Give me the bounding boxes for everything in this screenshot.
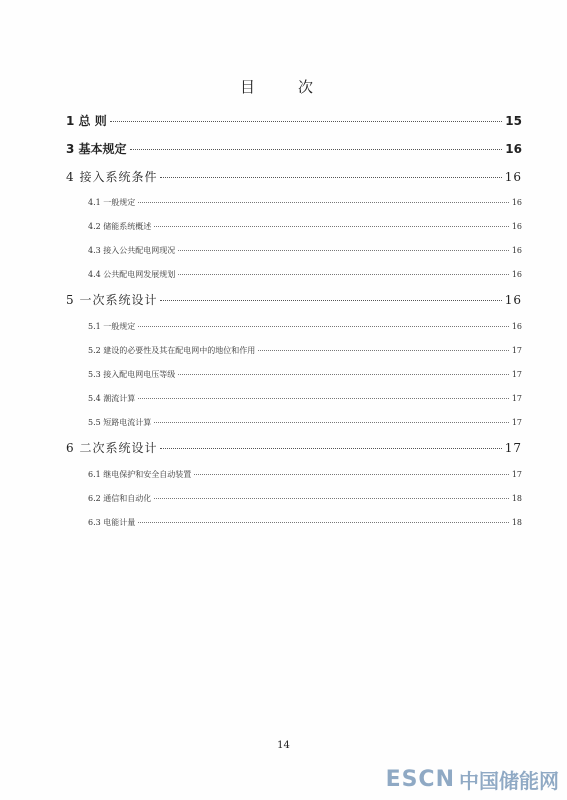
toc-entry-label: 5.5 短路电流计算 bbox=[88, 418, 152, 427]
dot-leader bbox=[160, 177, 501, 178]
toc-entry-label: 5.3 接入配电网电压等级 bbox=[88, 370, 176, 379]
toc-entry-page: 18 bbox=[511, 494, 522, 503]
toc-entry-5-5[interactable] bbox=[88, 417, 522, 428]
toc-entry-4[interactable] bbox=[66, 168, 522, 185]
toc-entry-page: 16 bbox=[504, 170, 522, 184]
dot-leader bbox=[154, 422, 509, 423]
toc-entry-page: 17 bbox=[511, 418, 522, 427]
toc-entry-page: 16 bbox=[511, 246, 522, 255]
toc-entry-page: 16 bbox=[511, 322, 522, 331]
dot-leader bbox=[130, 149, 503, 150]
toc-entry-3[interactable] bbox=[66, 140, 522, 157]
toc-entry-page: 17 bbox=[511, 394, 522, 403]
dot-leader bbox=[154, 498, 509, 499]
toc-entry-4-1[interactable] bbox=[88, 197, 522, 208]
toc-entry-6-2[interactable] bbox=[88, 493, 522, 504]
watermark-chinese: 中国储能网 bbox=[459, 769, 559, 793]
toc-entry-page: 18 bbox=[511, 518, 522, 527]
toc-entry-1[interactable] bbox=[66, 112, 522, 129]
toc-entry-6-1[interactable] bbox=[88, 469, 522, 480]
toc-entry-label: 4.2 储能系统概述 bbox=[88, 222, 152, 231]
dot-leader bbox=[110, 121, 503, 122]
toc-entry-4-3[interactable] bbox=[88, 245, 522, 256]
toc-entry-label: 5 一次系统设计 bbox=[66, 293, 158, 307]
toc-entry-5-3[interactable] bbox=[88, 369, 522, 380]
toc-entry-5[interactable] bbox=[66, 291, 522, 308]
toc-entry-page: 16 bbox=[511, 198, 522, 207]
toc-entry-4-2[interactable] bbox=[88, 221, 522, 232]
toc-entry-page: 17 bbox=[504, 441, 522, 455]
dot-leader bbox=[160, 300, 501, 301]
toc-entry-5-1[interactable] bbox=[88, 321, 522, 332]
toc-entry-label: 4.4 公共配电网发展规划 bbox=[88, 270, 176, 279]
toc-entry-page: 16 bbox=[511, 270, 522, 279]
toc-entry-label: 4 接入系统条件 bbox=[66, 170, 158, 184]
dot-leader bbox=[178, 274, 509, 275]
toc-entry-label: 6 二次系统设计 bbox=[66, 441, 158, 455]
watermark-latin: ESCN bbox=[385, 767, 455, 792]
dot-leader bbox=[258, 350, 509, 351]
toc-entry-6[interactable] bbox=[66, 439, 522, 456]
toc-entry-label: 3 基本规定 bbox=[66, 142, 127, 156]
toc-entry-label: 6.2 通信和自动化 bbox=[88, 494, 152, 503]
page-number: 14 bbox=[277, 740, 290, 751]
toc-entry-page: 17 bbox=[511, 470, 522, 479]
toc-entry-page: 17 bbox=[511, 370, 522, 379]
toc-entry-label: 5.2 建设的必要性及其在配电网中的地位和作用 bbox=[88, 346, 256, 355]
toc-entry-5-4[interactable] bbox=[88, 393, 522, 404]
dot-leader bbox=[178, 374, 509, 375]
dot-leader bbox=[160, 448, 501, 449]
toc-entry-label: 6.1 继电保护和安全自动装置 bbox=[88, 470, 192, 479]
toc-entry-4-4[interactable] bbox=[88, 269, 522, 280]
toc-entry-page: 16 bbox=[504, 293, 522, 307]
toc-entry-page: 16 bbox=[505, 142, 522, 156]
dot-leader bbox=[194, 474, 509, 475]
toc-entry-label: 4.3 接入公共配电网现况 bbox=[88, 246, 176, 255]
dot-leader bbox=[178, 250, 509, 251]
dot-leader bbox=[138, 202, 509, 203]
toc-entry-label: 5.1 一般规定 bbox=[88, 322, 136, 331]
toc-entry-label: 4.1 一般规定 bbox=[88, 198, 136, 207]
toc-entry-page: 16 bbox=[511, 222, 522, 231]
dot-leader bbox=[138, 326, 509, 327]
toc-entry-page: 17 bbox=[511, 346, 522, 355]
toc-entry-label: 1 总 则 bbox=[66, 114, 107, 128]
toc-entry-label: 5.4 潮流计算 bbox=[88, 394, 136, 403]
page-title: 目 次 bbox=[239, 78, 327, 96]
dot-leader bbox=[138, 522, 509, 523]
toc-entry-page: 15 bbox=[505, 114, 522, 128]
dot-leader bbox=[138, 398, 509, 399]
watermark-logo bbox=[386, 765, 559, 794]
toc-entry-5-2[interactable] bbox=[88, 345, 522, 356]
toc-entry-6-3[interactable] bbox=[88, 517, 522, 528]
toc-entry-label: 6.3 电能计量 bbox=[88, 518, 136, 527]
dot-leader bbox=[154, 226, 509, 227]
